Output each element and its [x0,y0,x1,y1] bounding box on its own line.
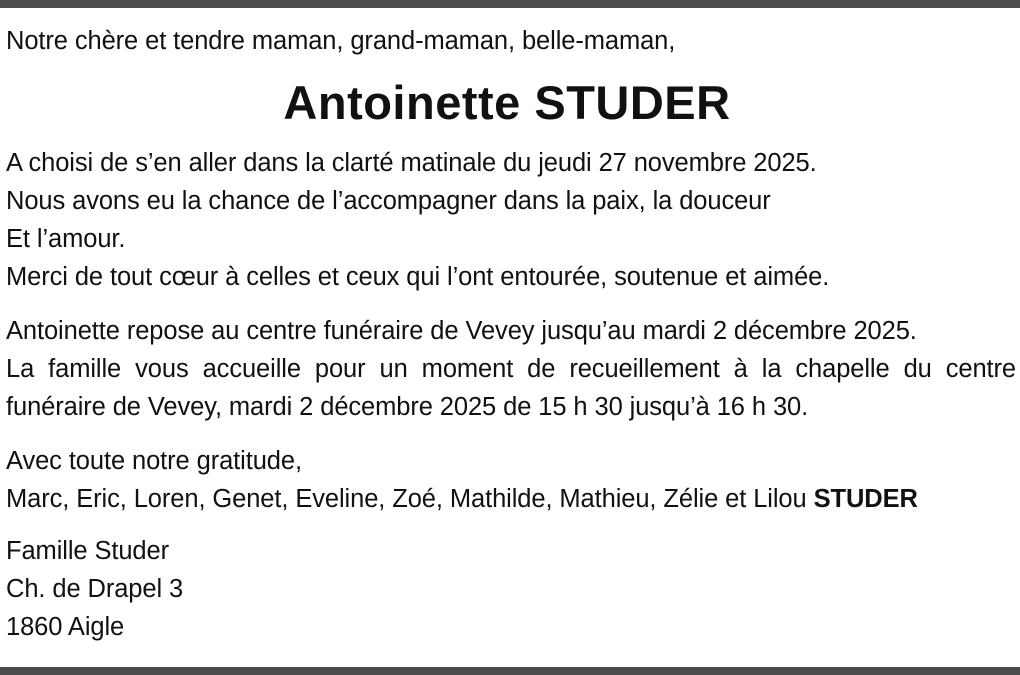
address-line-1: Famille Studer [6,537,169,565]
intro-line: Notre chère et tendre maman, grand-maman, belle-maman, [6,27,676,55]
address-line-2: Ch. de Drapel 3 [6,575,184,603]
family-surname: STUDER [813,485,918,513]
paragraph-gratitude [6,442,1016,518]
paragraph-passing [6,144,1016,296]
passing-line-1: A choisi de s’en aller dans la clarté matinale du jeudi 27 novembre 2025. [6,149,817,177]
ceremony-body: La famille vous accueille pour un moment de recueillement à la chapelle du centre funéraire de Vevey, mardi 2 décembre 2025 de 15 h 30 jusqu’à 16 h 30. [6,355,1016,421]
ceremony-line-1: Antoinette repose au centre funéraire de Vevey jusqu’au mardi 2 décembre 2025. [6,317,917,345]
bottom-rule [0,667,1020,675]
family-names-line [6,480,1016,518]
deceased-name: Antoinette STUDER [283,76,731,129]
family-given-names: Marc, Eric, Loren, Genet, Eveline, Zoé, Mathilde, Mathieu, Zélie et Lilou [6,485,814,513]
notice-content [0,8,1020,667]
address-block [6,532,1016,646]
passing-line-4: Merci de tout cœur à celles et ceux qui l’ont entourée, soutenue et aimée. [6,263,830,291]
top-rule [0,0,1020,8]
passing-line-3: Et l’amour. [6,225,126,253]
passing-line-2: Nous avons eu la chance de l’accompagner dans la paix, la douceur [6,187,771,215]
address-line-3: 1860 Aigle [6,613,125,641]
paragraph-ceremony [6,312,1016,426]
gratitude-line: Avec toute notre gratitude, [6,447,302,475]
